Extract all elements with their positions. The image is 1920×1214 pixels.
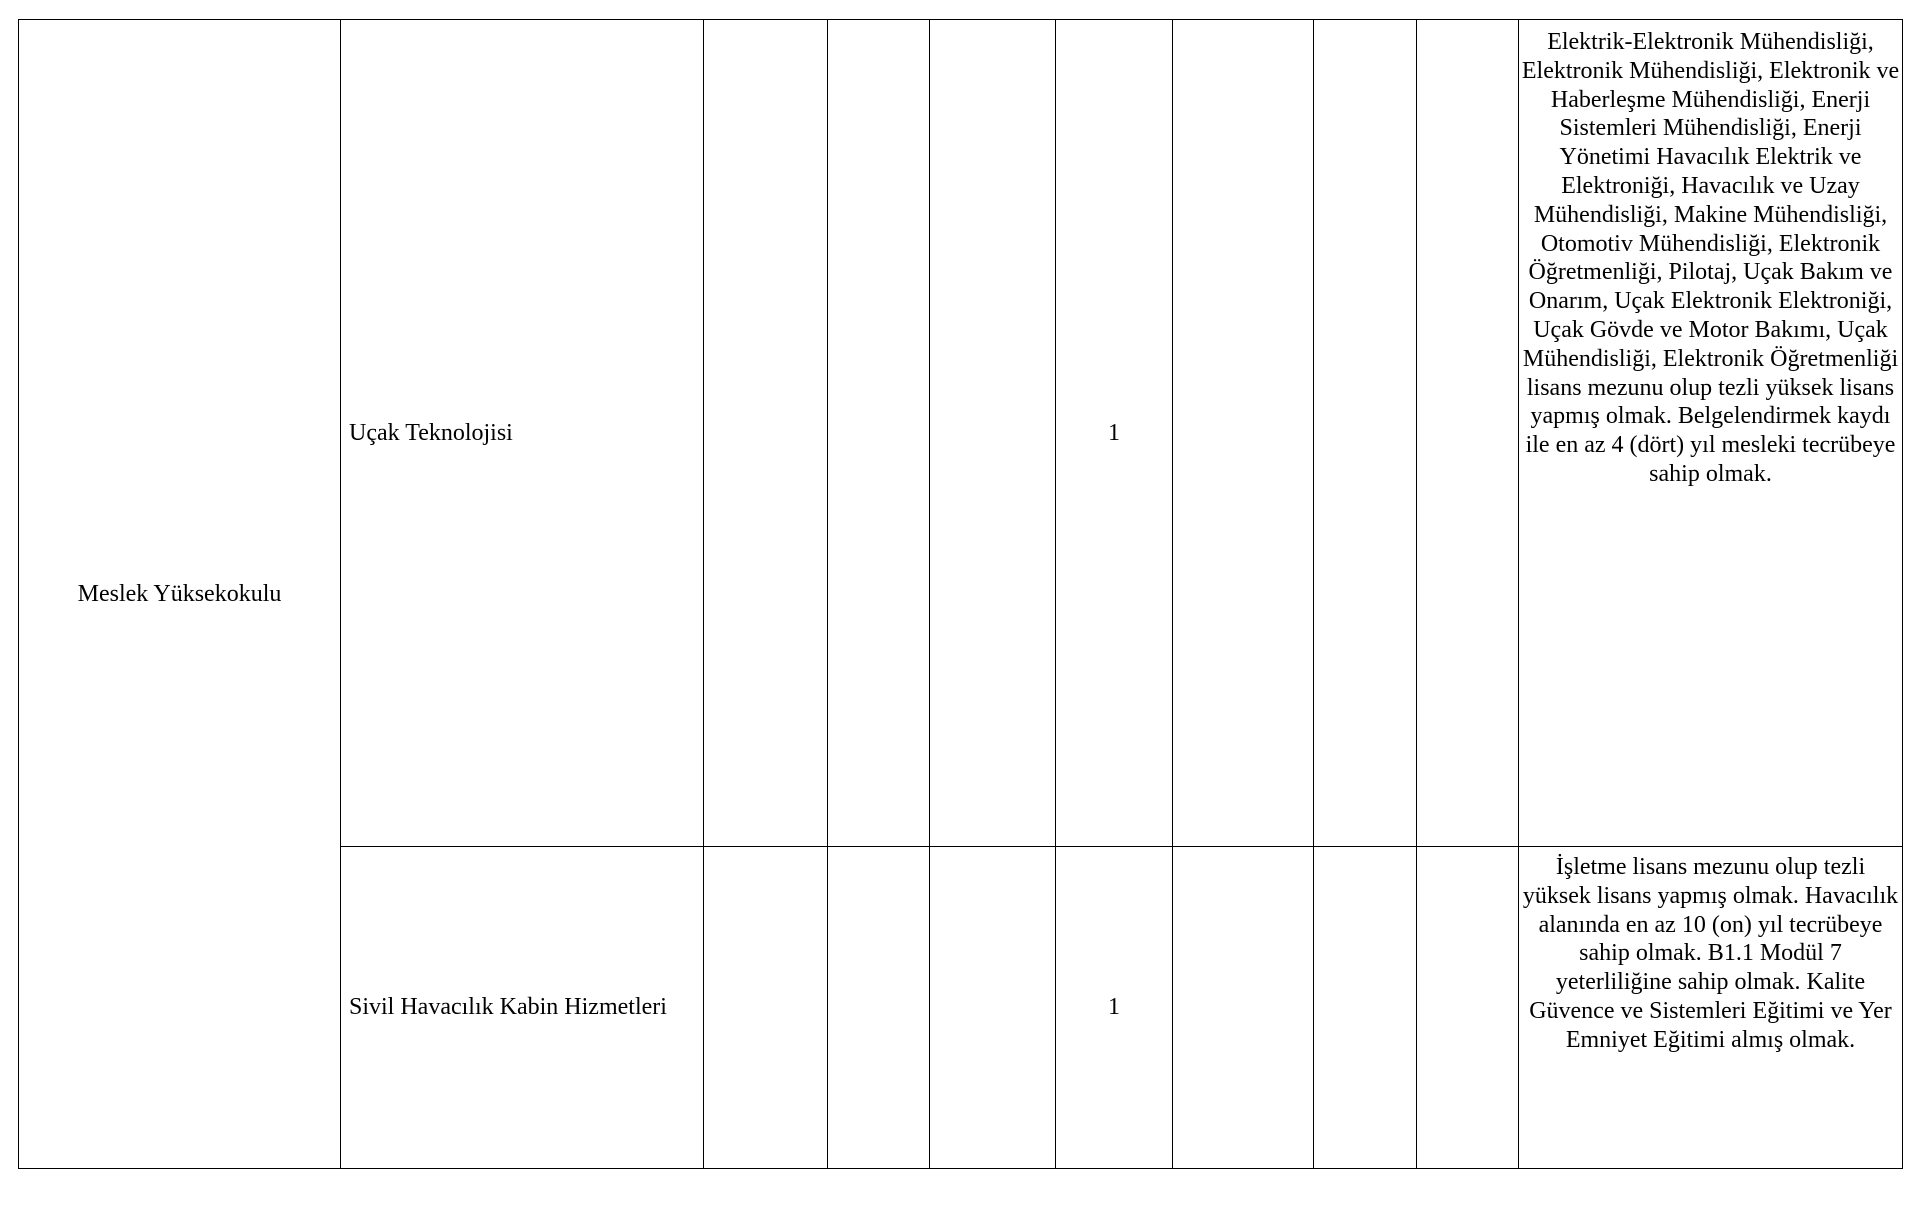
empty-cell xyxy=(704,20,828,847)
staff-requirements-table xyxy=(18,19,1903,1169)
empty-cell xyxy=(930,20,1056,847)
quota-cell: 1 xyxy=(1056,847,1173,1169)
empty-cell xyxy=(828,847,930,1169)
empty-cell xyxy=(828,20,930,847)
table-row xyxy=(19,20,1903,847)
empty-cell xyxy=(1417,847,1519,1169)
empty-cell xyxy=(704,847,828,1169)
requirements-cell: İşletme lisans mezunu olup tezli yüksek lisans yapmış olmak. Havacılık alanında en az 10 (on) yıl tecrübeye sahip olmak. B1.1 Modül 7 yeterliliğine sahip olmak. Kalite Güvence ve Sistemleri Eğitimi ve Yer Emniyet Eğitimi almış olmak. xyxy=(1519,847,1903,1169)
program-cell: Uçak Teknolojisi xyxy=(341,20,704,847)
program-cell: Sivil Havacılık Kabin Hizmetleri xyxy=(341,847,704,1169)
empty-cell xyxy=(1314,847,1417,1169)
requirements-cell: Elektrik-Elektronik Mühendisliği, Elektronik Mühendisliği, Elektronik ve Haberleşme Mühendisliği, Enerji Sistemleri Mühendisliği, Enerji Yönetimi Havacılık Elektrik ve Elektroniği, Havacılık ve Uzay Mühendisliği, Makine Mühendisliği, Otomotiv Mühendisliği, Elektronik Öğretmenliği, Pilotaj, Uçak Bakım ve Onarım, Uçak Elektronik Elektroniği, Uçak Gövde ve Motor Bakımı, Uçak Mühendisliği, Elektronik Öğretmenliği lisans mezunu olup tezli yüksek lisans yapmış olmak. Belgelendirmek kaydı ile en az 4 (dört) yıl mesleki tecrübeye sahip olmak. xyxy=(1519,20,1903,847)
faculty-cell: Meslek Yüksekokulu xyxy=(19,20,341,1169)
quota-cell: 1 xyxy=(1056,20,1173,847)
empty-cell xyxy=(1417,20,1519,847)
empty-cell xyxy=(930,847,1056,1169)
empty-cell xyxy=(1173,847,1314,1169)
empty-cell xyxy=(1314,20,1417,847)
empty-cell xyxy=(1173,20,1314,847)
